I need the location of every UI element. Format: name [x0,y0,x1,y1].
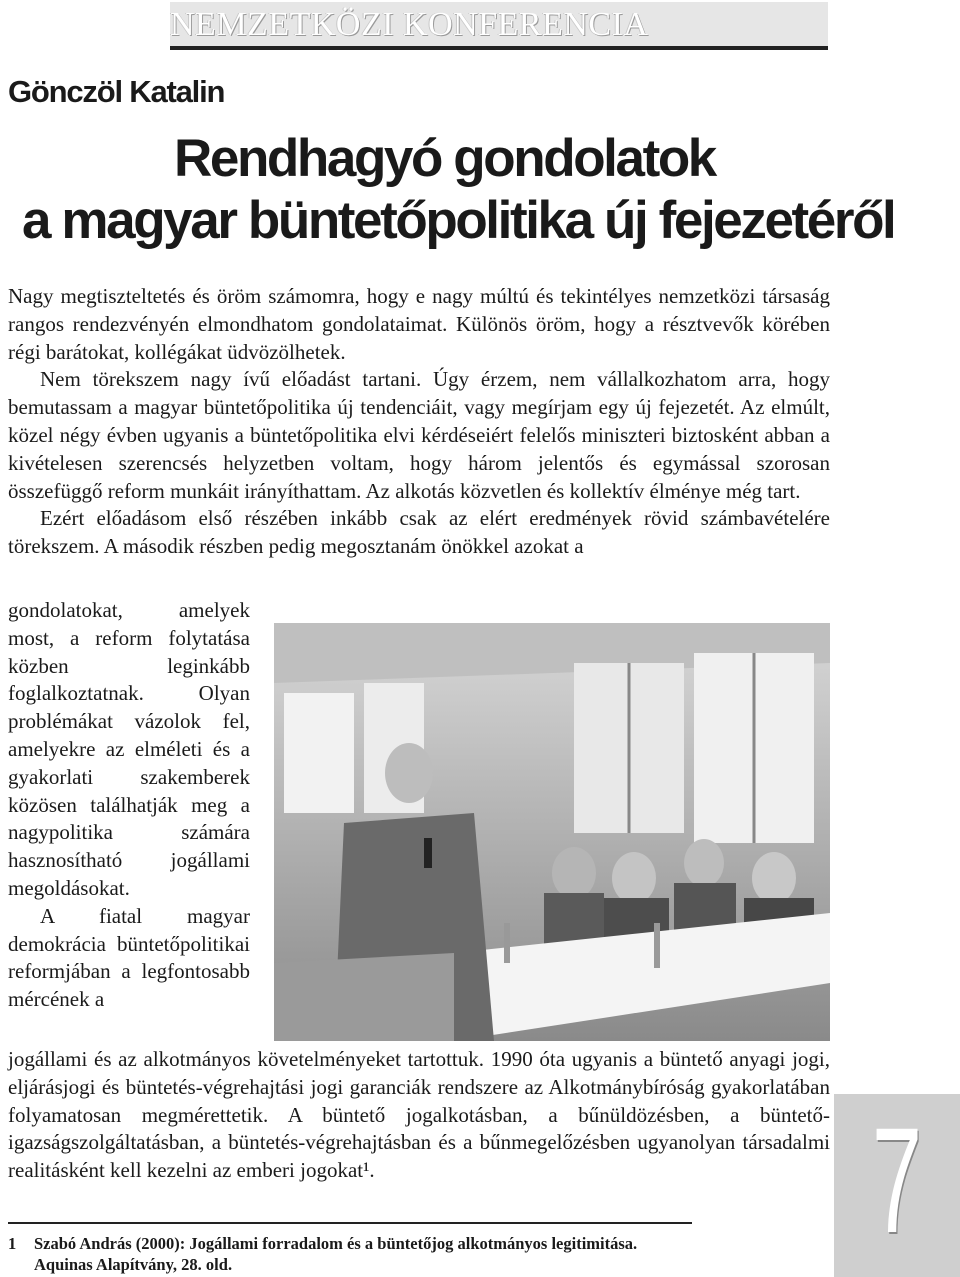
paragraph-3-wrap: gondolatokat, amelyek most, a reform folytatása közben leginkább foglalkoztatnak. Olyan problémákat vázolok fel, amelyekre az elméleti és a gyakorlati szakemberek közösen találhatják meg a nagypolitika számára hasznosítható jogállami megoldásokat. [8,598,250,900]
author-name: Gönczöl Katalin [8,74,225,109]
paragraph-4-wrap: A fiatal magyar demokrácia büntetőpolitikai reformjában a legfontosabb mércének a [8,903,250,1012]
article-title-line-1: Rendhagyó gondolatok [174,129,715,188]
footnote-number: 1 [8,1234,17,1253]
paragraph-1: Nagy megtiszteltetés és öröm számomra, hogy e nagy múltú és tekintélyes nemzetközi társaság rangos rendezvényén elmondhatom gondolataimat. Különös öröm, hogy a résztvevők körében régi barátokat, kollégákat üdvözölhetek. [8,284,830,364]
page-number: 7 [871,1096,923,1264]
conference-photo-image [274,623,830,1041]
article-body-wrapped [8,597,250,1014]
footnote-line-2: Aquinas Alapítvány, 28. old. [34,1255,233,1274]
article-title-line-2: a magyar büntetőpolitika új fejezetéről [22,191,895,250]
section-header: NEMZETKÖZI KONFERENCIA [170,6,649,43]
footnote-line-1: Szabó András (2000): Jogállami forradalom és a büntetőjog alkotmányos legitimitása. [34,1234,638,1253]
article-body-top [8,283,830,561]
paragraph-3-intro: Ezért előadásom első részében inkább csak az elért eredmények rövid számbavételére törekszem. A második részben pedig megosztanám önökkel azokat a [8,506,830,559]
paragraph-2: Nem törekszem nagy ívű előadást tartani. Úgy érzem, nem vállalkozhatom arra, hogy bemutassam a magyar büntetőpolitika új tendenciáit, vagy megírjam egy új fejezetét. Az elmúlt, közel négy évben ugyanis a büntetőpolitika elvi kérdéseiért felelős miniszteri biztosként abban a kivételesen szerencsés helyzetben voltam, hogy három jelentős és egymással szorosan összefüggő reform munkáit irányíthattam. Az alkotás közvetlen és kollektív élménye még tart. [8,367,830,503]
footnote [8,1233,808,1275]
paragraph-4-rest: jogállami és az alkotmányos követelményeket tartottuk. 1990 óta ugyanis a büntető anyagi jogi, eljárásjogi és büntetés-végrehajtási jogi garanciák rendszere az Alkotmánybíróság gyakorlatában folyamatosan megmérettetik. A büntető jogalkotásban, a bűnüldözésben, a büntető-igazságszolgáltatásban, a büntetés-végrehajtásban és a bűnmegelőzésben ugyanolyan társadalmi realitásként kell kezelni az emberi jogokat¹. [8,1047,830,1183]
footnote-divider [8,1222,692,1224]
conference-photo [274,623,830,1041]
article-body-bottom [8,1046,830,1185]
